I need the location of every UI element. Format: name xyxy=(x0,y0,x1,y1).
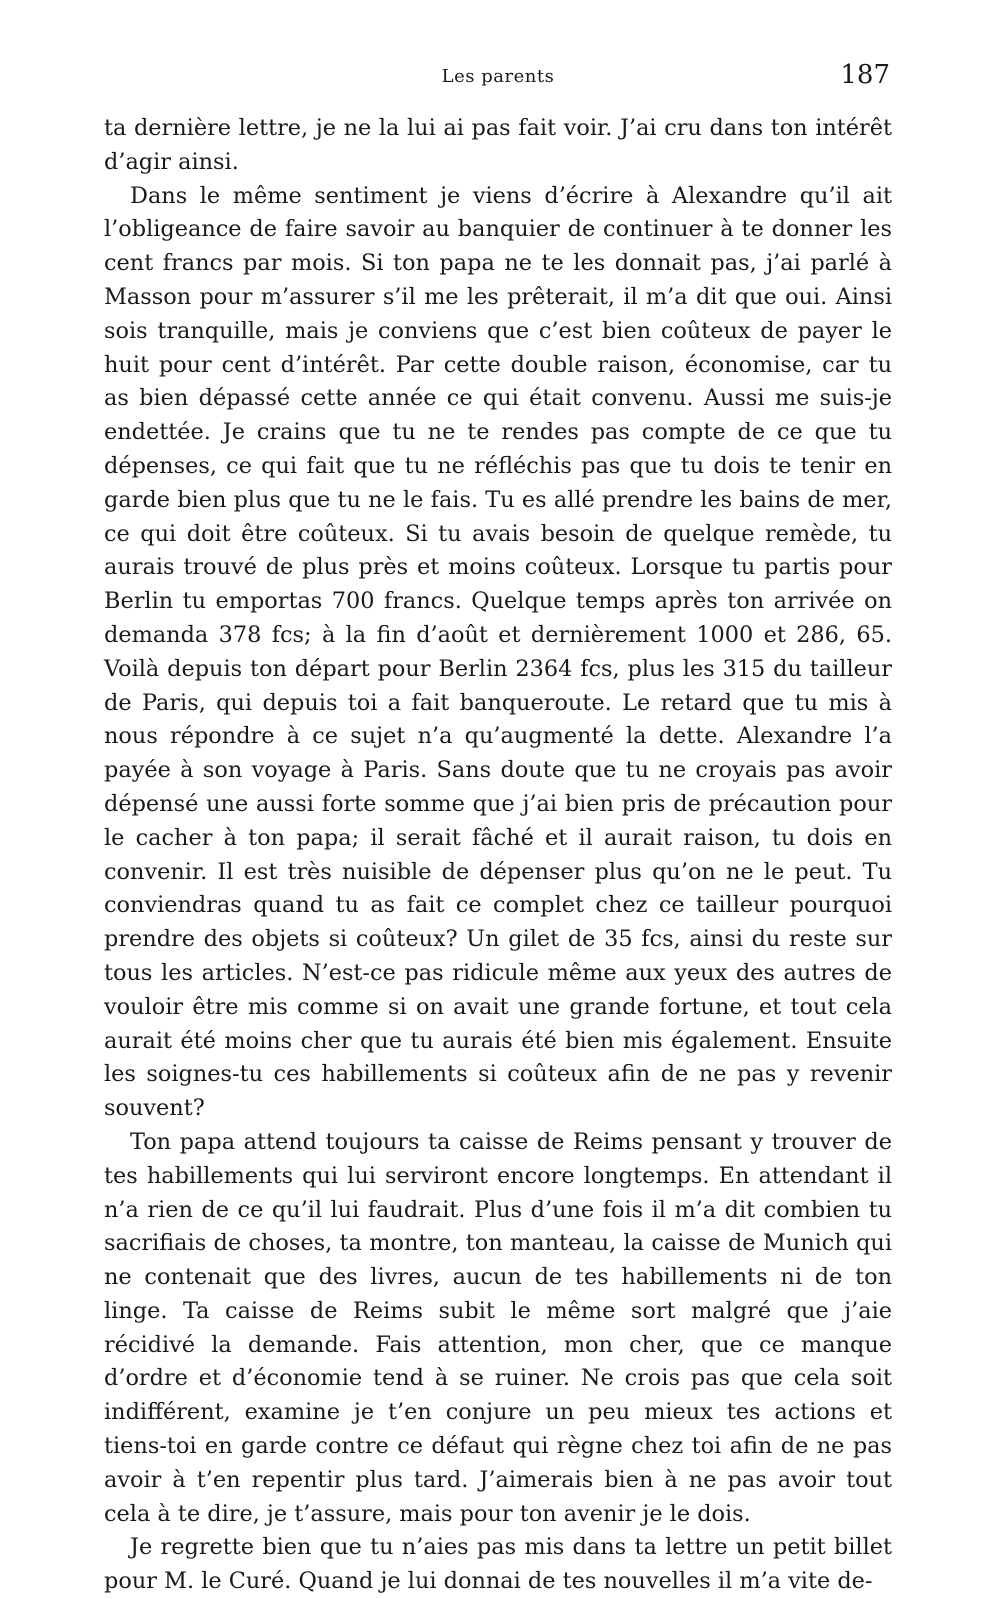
paragraph: Je regrette bien que tu n’aies pas mis dans ta lettre un petit billet pour M. le Curé. Quand je lui donnai de tes nouvelles il m’a vite de- xyxy=(104,1534,892,1595)
body-text xyxy=(104,112,892,1599)
paragraph-continuation: ta dernière lettre, je ne la lui ai pas fait voir. J’ai cru dans ton intérêt d’agir ainsi. xyxy=(104,115,892,175)
page-header xyxy=(104,60,892,112)
page-number: 187 xyxy=(840,60,890,90)
document-page xyxy=(104,60,892,1599)
paragraph: Dans le même sentiment je viens d’écrire à Alexandre qu’il ait l’obligeance de faire savoir au banquier de continuer à te donner les cent francs par mois. Si ton papa ne te les donnait pas, j’ai parlé à Masson pour m’assurer s’il me les prêterait, il m’a dit que oui. Ainsi sois tranquille, mais je conviens que c’est bien coûteux de payer le huit pour cent d’intérêt. Par cette double raison, économise, car tu as bien dépassé cette année ce qui était convenu. Aussi me suis-je endettée. Je crains que tu ne te rendes pas compte de ce que tu dépenses, ce qui fait que tu ne réfléchis pas que tu dois te tenir en garde bien plus que tu ne le fais. Tu es allé prendre les bains de mer, ce qui doit être coûteux. Si tu avais besoin de quelque remède, tu aurais trouvé de plus près et moins coûteux. Lorsque tu partis pour Berlin tu emportas 700 francs. Quelque temps après ton arrivée on demanda 378 fcs; à la fin d’août et dernièrement 1000 et 286, 65. Voilà depuis ton départ pour Berlin 2364 fcs, plus les 315 du tailleur de Paris, qui depuis toi a fait banqueroute. Le retard que tu mis à nous répondre à ce sujet n’a qu’augmenté la dette. Alexandre l’a payée à son voyage à Paris. Sans doute que tu ne croyais pas avoir dépensé une aussi forte somme que j’ai bien pris de précaution pour le cacher à ton papa; il serait fâché et il aurait raison, tu dois en convenir. Il est très nuisible de dépenser plus qu’on ne le peut. Tu conviendras quand tu as fait ce complet chez ce tailleur pourquoi prendre des objets si coûteux? Un gilet de 35 fcs, ainsi du reste sur tous les articles. N’est-ce pas ridicule même aux yeux des autres de vouloir être mis comme si on avait une grande fortune, et tout cela aurait été moins cher que tu aurais été bien mis également. Ensuite les soignes-tu ces habillements si coûteux afin de ne pas y revenir souvent? xyxy=(104,182,892,1122)
paragraph: Ton papa attend toujours ta caisse de Reims pensant y trouver de tes habillements qui lui serviront encore longtemps. En attendant il n’a rien de ce qu’il lui faudrait. Plus d’une fois il m’a dit combien tu sacrifiais de choses, ta montre, ton manteau, la caisse de Munich qui ne contenait que des livres, aucun de tes habillements ni de ton linge. Ta caisse de Reims subit le même sort malgré que j’aie récidivé la demande. Fais attention, mon cher, que ce manque d’ordre et d’économie tend à se ruiner. Ne crois pas que cela soit indifférent, examine je t’en conjure un peu mieux tes actions et tiens-toi en garde contre ce défaut qui règne chez toi afin de ne pas avoir à t’en repentir plus tard. J’aimerais bien à ne pas avoir tout cela à te dire, je t’assure, mais pour ton avenir je le dois. xyxy=(104,1128,892,1527)
running-title: Les parents xyxy=(441,66,555,87)
